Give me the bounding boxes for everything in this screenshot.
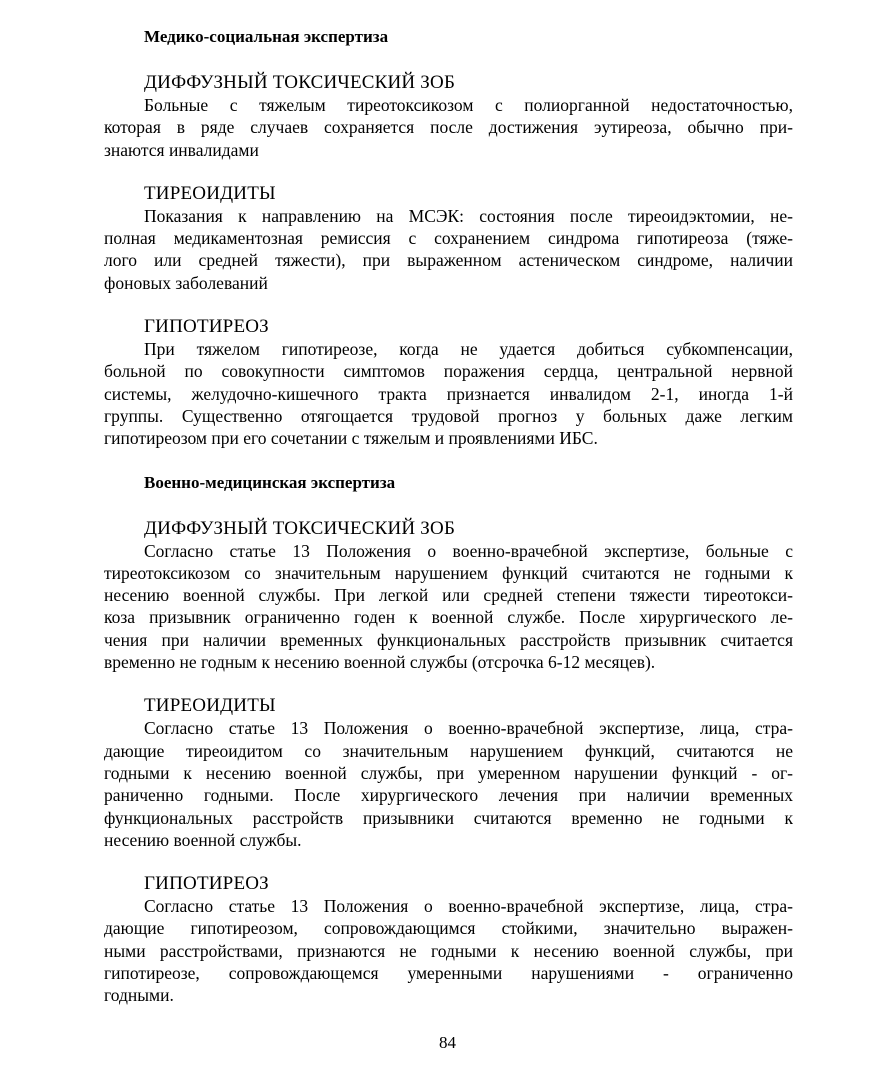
text-line: тиреотоксикозом со значительным нарушением функций считаются не годными к: [104, 562, 793, 583]
text-line: При тяжелом гипотиреозе, когда не удается добиться субкомпенсации,: [144, 339, 793, 360]
text-line: знаются инвалидами: [104, 139, 259, 160]
block-thyroiditis-2: [104, 695, 793, 851]
text-line: Показания к направлению на МСЭК: состояния после тиреоидэктомии, не-: [144, 205, 793, 226]
text-line: Согласно статье 13 Положения о военно-врачебной экспертизе, лица, стра-: [144, 896, 793, 917]
text-line: фоновых заболеваний: [104, 272, 268, 293]
text-line: чения при наличии временных функциональных расстройств призывник считается: [104, 629, 793, 650]
heading-hypothyroidism: ГИПОТИРЕОЗ: [144, 316, 269, 338]
section-title-military-medical: Военно-медицинская экспертиза: [144, 472, 396, 492]
block-diffuse-toxic-goiter-2: [104, 518, 793, 674]
text-line: дающие тиреоидитом со значительным нарушением функций, считаются не: [104, 740, 793, 761]
text-line: гипотиреозе, сопровождающемся умеренными нарушениями - ограниченно: [104, 963, 793, 984]
text-line: которая в ряде случаев сохраняется после достижения эутиреоза, обычно при-: [104, 117, 793, 138]
text-line: гипотиреозом при его сочетании с тяжелым и проявлениями ИБС.: [104, 428, 598, 449]
paragraph: [104, 205, 793, 294]
text-line: несению военной службы.: [104, 829, 302, 850]
text-line: системы, желудочно-кишечного тракта признается инвалидом 2-1, иногда 1-й: [104, 383, 793, 404]
heading-thyroiditis: ТИРЕОИДИТЫ: [144, 182, 276, 204]
block-thyroiditis-1: [104, 183, 793, 294]
heading-thyroiditis: ТИРЕОИДИТЫ: [144, 695, 276, 717]
paragraph: [104, 94, 793, 161]
block-hypothyroidism-1: [104, 316, 793, 449]
text-line: временно не годным к несению военной службы (отсрочка 6-12 месяцев).: [104, 652, 656, 673]
text-line: годными к несению военной службы, при умеренном нарушении функций - ог-: [104, 762, 793, 783]
page-number: 84: [439, 1033, 456, 1052]
text-line: больной по совокупности симптомов поражения сердца, центральной нервной: [104, 361, 793, 382]
paragraph: [104, 338, 793, 449]
text-line: Согласно статье 13 Положения о военно-врачебной экспертизе, больные с: [144, 540, 793, 561]
text-line: несению военной службы. При легкой или средней степени тяжести тиреотокси-: [104, 585, 793, 606]
paragraph: [104, 540, 793, 674]
text-line: группы. Существенно отягощается трудовой прогноз у больных даже легким: [104, 405, 793, 426]
paragraph: [104, 895, 793, 1006]
heading-diffuse-toxic-goiter: ДИФФУЗНЫЙ ТОКСИЧЕСКИЙ ЗОБ: [144, 517, 456, 539]
document-page: [104, 26, 793, 1029]
block-hypothyroidism-2: [104, 873, 793, 1006]
heading-hypothyroidism: ГИПОТИРЕОЗ: [144, 873, 269, 895]
text-line: лого или средней тяжести), при выраженном астеническом синдроме, наличии: [104, 250, 793, 271]
text-line: Согласно статье 13 Положения о военно-врачебной экспертизе, лица, стра-: [144, 718, 793, 739]
text-line: Больные с тяжелым тиреотоксикозом с полиорганной недостаточностью,: [144, 95, 793, 115]
text-line: годными.: [104, 985, 174, 1006]
block-diffuse-toxic-goiter-1: [104, 72, 793, 161]
text-line: функциональных расстройств призывники считаются временно не годными к: [104, 807, 793, 828]
text-line: полная медикаментозная ремиссия с сохранением синдрома гипотиреоза (тяже-: [104, 228, 793, 249]
text-line: дающие гипотиреозом, сопровождающимся стойкими, значительно выражен-: [104, 918, 793, 939]
paragraph: [104, 717, 793, 851]
text-line: коза призывник ограниченно годен к военной службе. После хирургического ле-: [104, 607, 793, 628]
text-line: ными расстройствами, признаются не годными к несению военной службы, при: [104, 940, 793, 961]
text-line: раниченно годными. После хирургического лечения при наличии временных: [104, 785, 793, 806]
heading-diffuse-toxic-goiter: ДИФФУЗНЫЙ ТОКСИЧЕСКИЙ ЗОБ: [144, 72, 456, 93]
section-title-medical-social: Медико-социальная экспертиза: [144, 27, 389, 46]
